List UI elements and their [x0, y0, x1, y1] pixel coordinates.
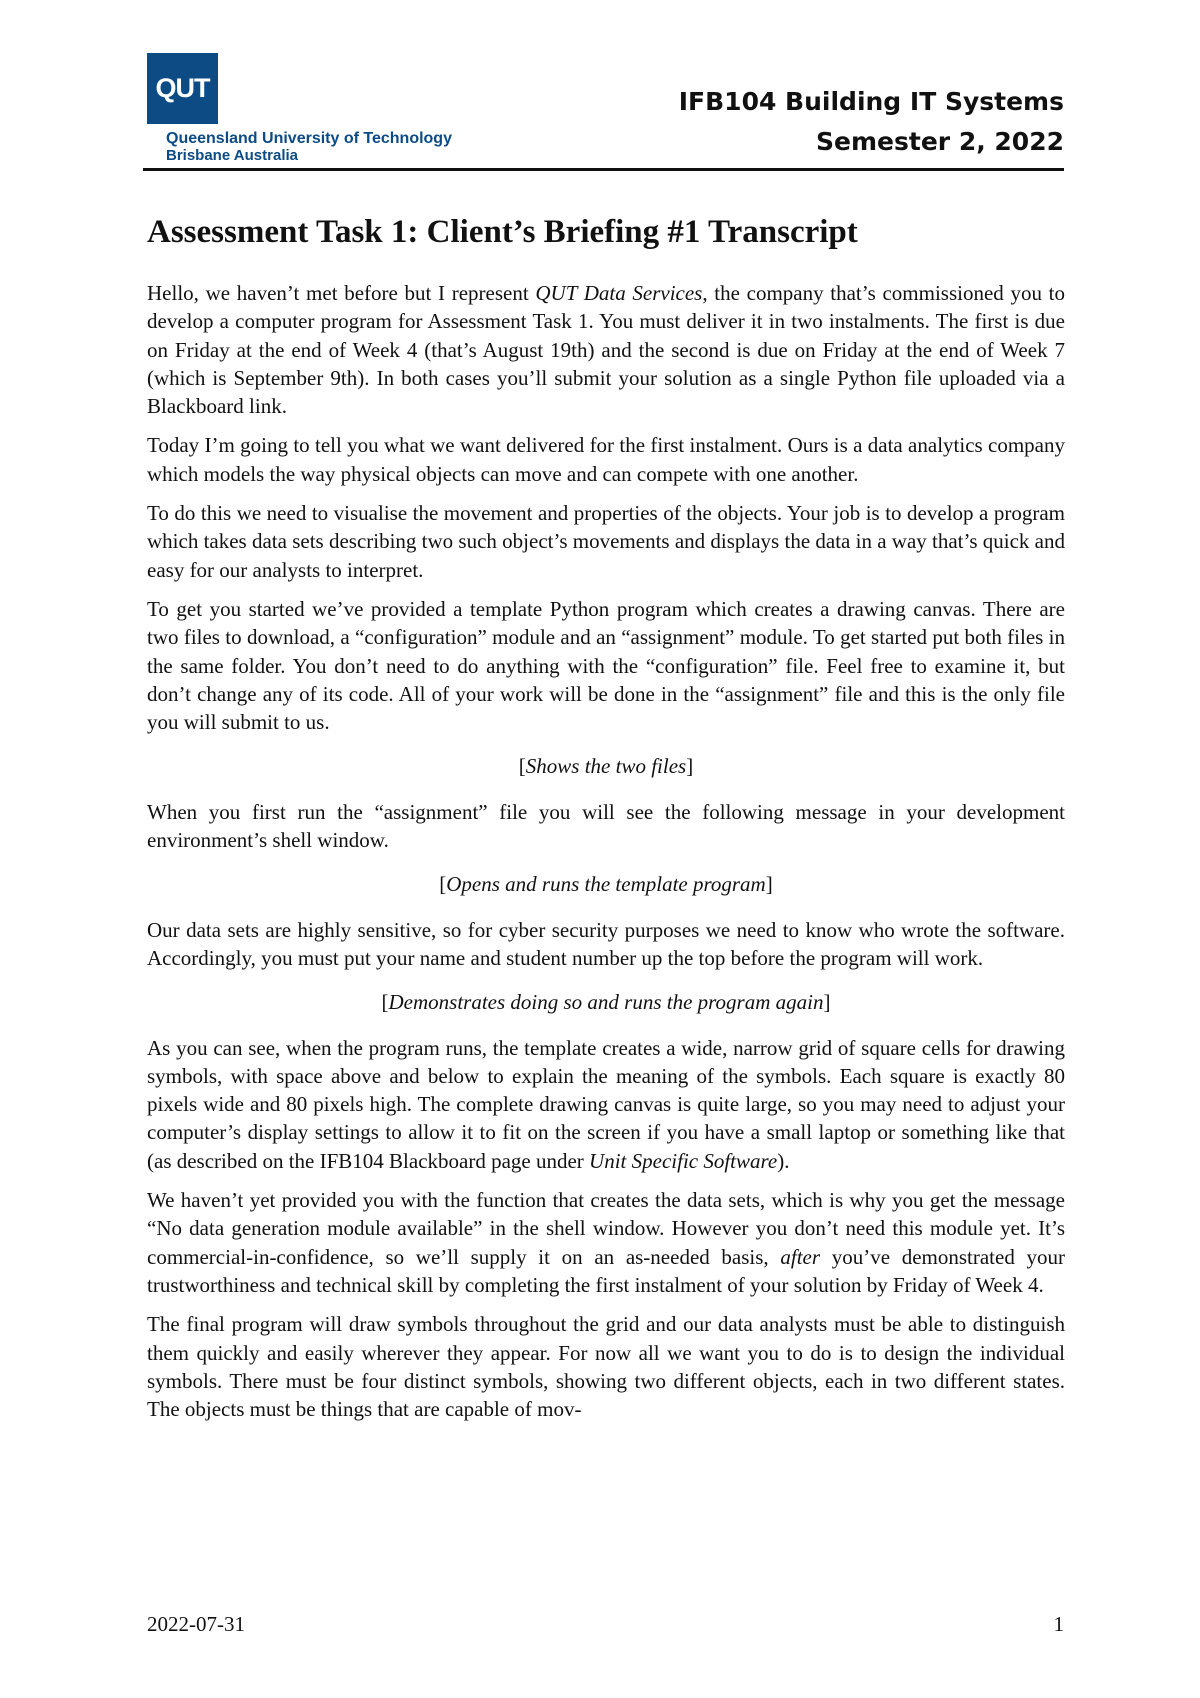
page-number: 1 — [1053, 1612, 1064, 1636]
stage-direction: [Shows the two files] — [518, 754, 694, 779]
university-name-line1: Queensland University of Technology — [166, 130, 452, 147]
paragraph: The final program will draw symbols throughout the grid and our data analysts must be able to distinguish them quickly and easily wherever they appear. For now all we want you to do is to design the individual symbols. There must be four distinct symbols, showing two different objects, each in two different states. The objects must be things that are capable of mov- — [147, 1312, 1065, 1422]
paragraph: We haven’t yet provided you with the function that creates the data sets, which is why you get the message “No data generation module available” in the shell window. However you don’t need this module yet. It’s commercial-in-confidence, so we’ll supply it on an as-needed basis, after you’ve demonstrated your trustworthiness and technical skill by completing the first instalment of your solution by Friday of Week 4. — [147, 1188, 1065, 1297]
qut-logo-text: QUT — [155, 73, 210, 103]
course-title: IFB104 Building IT Systems — [678, 87, 1064, 116]
semester-label: Semester 2, 2022 — [816, 127, 1064, 156]
header-divider — [143, 168, 1064, 171]
qut-logo — [147, 53, 218, 124]
paragraph: To get you started we’ve provided a template Python program which creates a drawing canvas. There are two files to download, a “configuration” module and an “assignment” module. To get started put both files in the same folder. You don’t need to do anything with the “configuration” file. Feel free to examine it, but don’t change any of its code. All of your work will be done in the “assignment” file and this is the only file you will submit to us. — [147, 596, 1065, 735]
stage-direction: [Opens and runs the template program] — [439, 872, 773, 897]
transcript-body — [147, 279, 1065, 1434]
page-title: Assessment Task 1: Client’s Briefing #1 Transcript — [147, 214, 858, 250]
stage-direction: [Demonstrates doing so and runs the program again] — [381, 990, 831, 1015]
paragraph: When you first run the “assignment” file you will see the following message in your development environment’s shell window. — [147, 799, 1065, 853]
university-name — [166, 130, 452, 164]
paragraph: As you can see, when the program runs, the template creates a wide, narrow grid of square cells for drawing symbols, with space above and below to explain the meaning of the symbols. Each square is exactly 80 pixels wide and 80 pixels high. The complete drawing canvas is quite large, so you may need to adjust your computer’s display settings to allow it to fit on the screen if you have a small laptop or something like that (as described on the IFB104 Blackboard page under Unit Specific Software). — [147, 1035, 1065, 1173]
paragraph: Our data sets are highly sensitive, so for cyber security purposes we need to know who wrote the software. Accordingly, you must put your name and student number up the top before the program will work. — [147, 917, 1065, 970]
university-name-line2: Brisbane Australia — [166, 147, 298, 164]
footer-date: 2022-07-31 — [147, 1612, 245, 1636]
paragraph: Hello, we haven’t met before but I represent QUT Data Services, the company that’s commissioned you to develop a computer program for Assessment Task 1. You must deliver it in two instalments. The first is due on Friday at the end of Week 4 (that’s August 19th) and the second is due on Friday at the end of Week 7 (which is September 9th). In both cases you’ll submit your solution as a single Python file uploaded via a Blackboard link. — [147, 281, 1065, 419]
paragraph: Today I’m going to tell you what we want delivered for the first instalment. Ours is a data analytics company which models the way physical objects can move and can compete with one another. — [147, 433, 1065, 486]
paragraph: To do this we need to visualise the movement and properties of the objects. Your job is to develop a program which takes data sets describing two such object’s movements and displays the data in a way that’s quick and easy for our analysts to interpret. — [147, 501, 1065, 582]
course-header — [679, 82, 1064, 162]
